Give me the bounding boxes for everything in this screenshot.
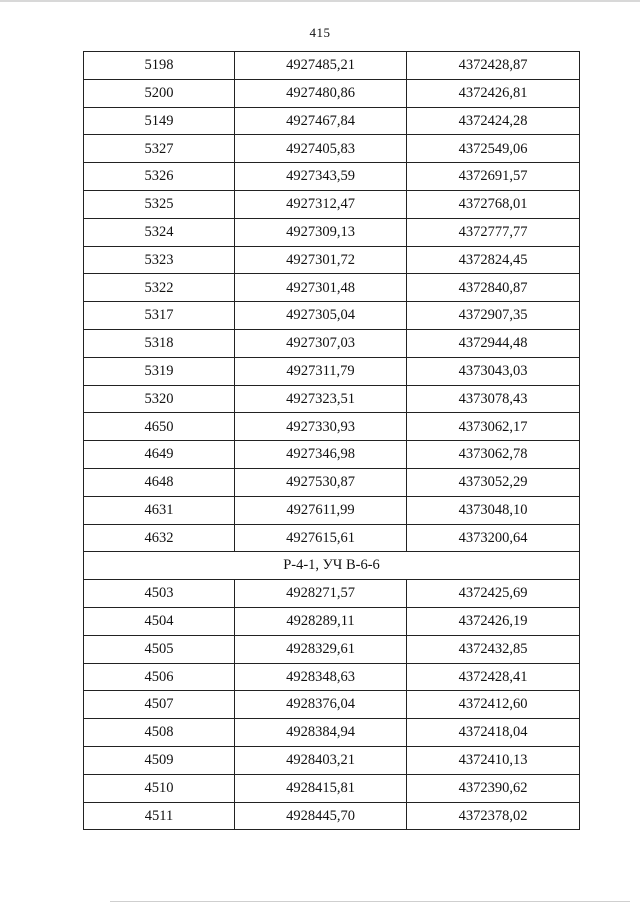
x-coordinate-cell: 4927611,99 [235, 496, 407, 524]
table-row [84, 468, 580, 496]
table-row [84, 135, 580, 163]
x-coordinate-cell: 4928384,94 [235, 719, 407, 747]
y-coordinate-cell: 4372428,87 [407, 52, 580, 80]
point-number-cell: 4509 [84, 746, 235, 774]
table-row [84, 274, 580, 302]
point-number-cell: 4505 [84, 635, 235, 663]
y-coordinate-cell: 4373048,10 [407, 496, 580, 524]
point-number-cell: 5325 [84, 190, 235, 218]
table-row [84, 190, 580, 218]
x-coordinate-cell: 4927530,87 [235, 468, 407, 496]
point-number-cell: 5200 [84, 79, 235, 107]
x-coordinate-cell: 4927485,21 [235, 52, 407, 80]
point-number-cell: 4632 [84, 524, 235, 552]
table-row [84, 719, 580, 747]
x-coordinate-cell: 4927330,93 [235, 413, 407, 441]
x-coordinate-cell: 4927467,84 [235, 107, 407, 135]
x-coordinate-cell: 4928289,11 [235, 607, 407, 635]
y-coordinate-cell: 4372418,04 [407, 719, 580, 747]
table-row [84, 691, 580, 719]
y-coordinate-cell: 4373078,43 [407, 385, 580, 413]
point-number-cell: 5319 [84, 357, 235, 385]
point-number-cell: 5326 [84, 163, 235, 191]
x-coordinate-cell: 4928403,21 [235, 746, 407, 774]
coordinates-table [83, 51, 580, 830]
x-coordinate-cell: 4927301,72 [235, 246, 407, 274]
x-coordinate-cell: 4928329,61 [235, 635, 407, 663]
point-number-cell: 4631 [84, 496, 235, 524]
table-row [84, 357, 580, 385]
x-coordinate-cell: 4928348,63 [235, 663, 407, 691]
y-coordinate-cell: 4372426,81 [407, 79, 580, 107]
table-row [84, 52, 580, 80]
x-coordinate-cell: 4928271,57 [235, 580, 407, 608]
y-coordinate-cell: 4372691,57 [407, 163, 580, 191]
point-number-cell: 4504 [84, 607, 235, 635]
point-number-cell: 5323 [84, 246, 235, 274]
point-number-cell: 4648 [84, 468, 235, 496]
y-coordinate-cell: 4372378,02 [407, 802, 580, 830]
x-coordinate-cell: 4927311,79 [235, 357, 407, 385]
x-coordinate-cell: 4927323,51 [235, 385, 407, 413]
table-row [84, 218, 580, 246]
table-row [84, 607, 580, 635]
y-coordinate-cell: 4372907,35 [407, 302, 580, 330]
point-number-cell: 4506 [84, 663, 235, 691]
x-coordinate-cell: 4928445,70 [235, 802, 407, 830]
x-coordinate-cell: 4927309,13 [235, 218, 407, 246]
y-coordinate-cell: 4372944,48 [407, 329, 580, 357]
section-title: Р-4-1, УЧ В-6-6 [84, 552, 580, 580]
y-coordinate-cell: 4372425,69 [407, 580, 580, 608]
x-coordinate-cell: 4927405,83 [235, 135, 407, 163]
table-row [84, 635, 580, 663]
section-row [84, 552, 580, 580]
y-coordinate-cell: 4372549,06 [407, 135, 580, 163]
table-row [84, 413, 580, 441]
table-body-bottom [84, 580, 580, 830]
table-row [84, 496, 580, 524]
y-coordinate-cell: 4373052,29 [407, 468, 580, 496]
table-row [84, 79, 580, 107]
table-row [84, 107, 580, 135]
y-coordinate-cell: 4372432,85 [407, 635, 580, 663]
table-row [84, 385, 580, 413]
x-coordinate-cell: 4928415,81 [235, 774, 407, 802]
point-number-cell: 5324 [84, 218, 235, 246]
y-coordinate-cell: 4373200,64 [407, 524, 580, 552]
x-coordinate-cell: 4927301,48 [235, 274, 407, 302]
table-row [84, 163, 580, 191]
y-coordinate-cell: 4373043,03 [407, 357, 580, 385]
y-coordinate-cell: 4372777,77 [407, 218, 580, 246]
x-coordinate-cell: 4927305,04 [235, 302, 407, 330]
table-row [84, 580, 580, 608]
x-coordinate-cell: 4928376,04 [235, 691, 407, 719]
x-coordinate-cell: 4927343,59 [235, 163, 407, 191]
y-coordinate-cell: 4372824,45 [407, 246, 580, 274]
point-number-cell: 4503 [84, 580, 235, 608]
table-row [84, 774, 580, 802]
y-coordinate-cell: 4372428,41 [407, 663, 580, 691]
x-coordinate-cell: 4927615,61 [235, 524, 407, 552]
y-coordinate-cell: 4373062,78 [407, 441, 580, 469]
section-header [84, 552, 580, 580]
x-coordinate-cell: 4927312,47 [235, 190, 407, 218]
y-coordinate-cell: 4372426,19 [407, 607, 580, 635]
page-bottom-edge [110, 901, 630, 902]
y-coordinate-cell: 4372424,28 [407, 107, 580, 135]
point-number-cell: 5322 [84, 274, 235, 302]
point-number-cell: 5198 [84, 52, 235, 80]
y-coordinate-cell: 4372390,62 [407, 774, 580, 802]
point-number-cell: 5317 [84, 302, 235, 330]
point-number-cell: 4511 [84, 802, 235, 830]
y-coordinate-cell: 4372840,87 [407, 274, 580, 302]
point-number-cell: 5318 [84, 329, 235, 357]
table-row [84, 246, 580, 274]
point-number-cell: 4510 [84, 774, 235, 802]
table-row [84, 746, 580, 774]
point-number-cell: 4508 [84, 719, 235, 747]
table-row [84, 329, 580, 357]
table-row [84, 663, 580, 691]
y-coordinate-cell: 4372768,01 [407, 190, 580, 218]
y-coordinate-cell: 4372412,60 [407, 691, 580, 719]
x-coordinate-cell: 4927480,86 [235, 79, 407, 107]
x-coordinate-cell: 4927346,98 [235, 441, 407, 469]
table-row [84, 802, 580, 830]
page-number: 415 [309, 25, 331, 40]
point-number-cell: 5327 [84, 135, 235, 163]
page-top-edge [0, 0, 640, 2]
table-row [84, 524, 580, 552]
x-coordinate-cell: 4927307,03 [235, 329, 407, 357]
point-number-cell: 5149 [84, 107, 235, 135]
point-number-cell: 4650 [84, 413, 235, 441]
table-body-top [84, 52, 580, 552]
point-number-cell: 4507 [84, 691, 235, 719]
point-number-cell: 5320 [84, 385, 235, 413]
table-row [84, 302, 580, 330]
y-coordinate-cell: 4372410,13 [407, 746, 580, 774]
point-number-cell: 4649 [84, 441, 235, 469]
table-row [84, 441, 580, 469]
y-coordinate-cell: 4373062,17 [407, 413, 580, 441]
